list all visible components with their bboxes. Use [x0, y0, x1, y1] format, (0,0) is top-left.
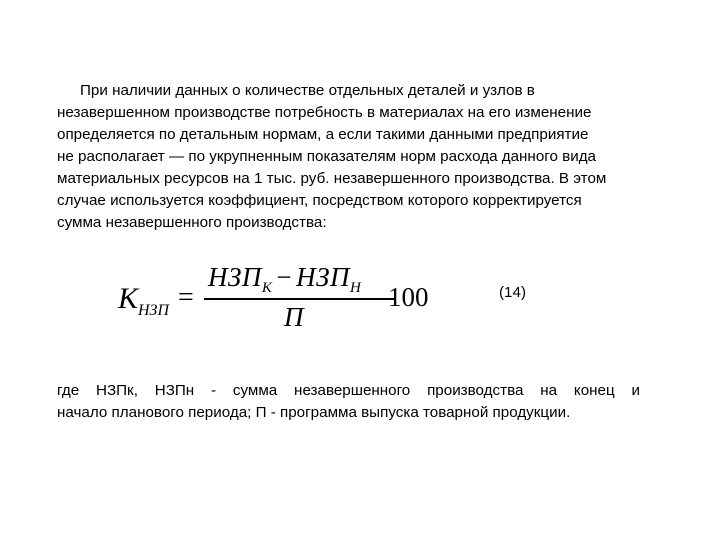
text-line: начало планового периода; П - программа выпуска товарной продукции.	[57, 404, 571, 421]
minus-sign: −	[276, 262, 293, 292]
intro-paragraph	[57, 80, 681, 234]
fraction-bar	[204, 298, 394, 300]
text-line: случае используется коэффициент, посредством которого корректируется	[57, 192, 582, 209]
numerator-term-a: НЗП	[208, 262, 262, 292]
text-line: При наличии данных о количестве отдельных деталей и узлов в	[80, 82, 535, 99]
formula-lhs-subscript: НЗП	[138, 302, 170, 319]
text-line: определяется по детальным нормам, а если такими данными предприятие	[57, 126, 589, 143]
formula-multiplier: 100	[388, 282, 429, 312]
formula-denominator: П	[284, 302, 304, 332]
text-line: не располагает — по укрупненным показателям норм расхода данного вида	[57, 148, 596, 165]
formula-numerator	[208, 262, 362, 296]
explanation-paragraph	[57, 380, 640, 424]
numerator-term-b-subscript: Н	[349, 280, 362, 296]
formula-equals-sign: =	[178, 282, 194, 313]
text-line: материальных ресурсов на 1 тыс. руб. незавершенного производства. В этом	[57, 170, 607, 187]
equation-number: (14)	[499, 284, 527, 301]
numerator-term-a-subscript: К	[261, 280, 273, 296]
formula-lhs-symbol: K	[118, 282, 139, 315]
text-line: сумма незавершенного производства:	[57, 214, 327, 231]
text-line: где НЗПк, НЗПн - сумма незавершенного производства на конец и	[57, 382, 640, 399]
text-line: незавершенном производстве потребность в материалах на его изменение	[57, 104, 592, 121]
numerator-term-b: НЗП	[296, 262, 350, 292]
formula-k-nzp	[118, 262, 438, 342]
